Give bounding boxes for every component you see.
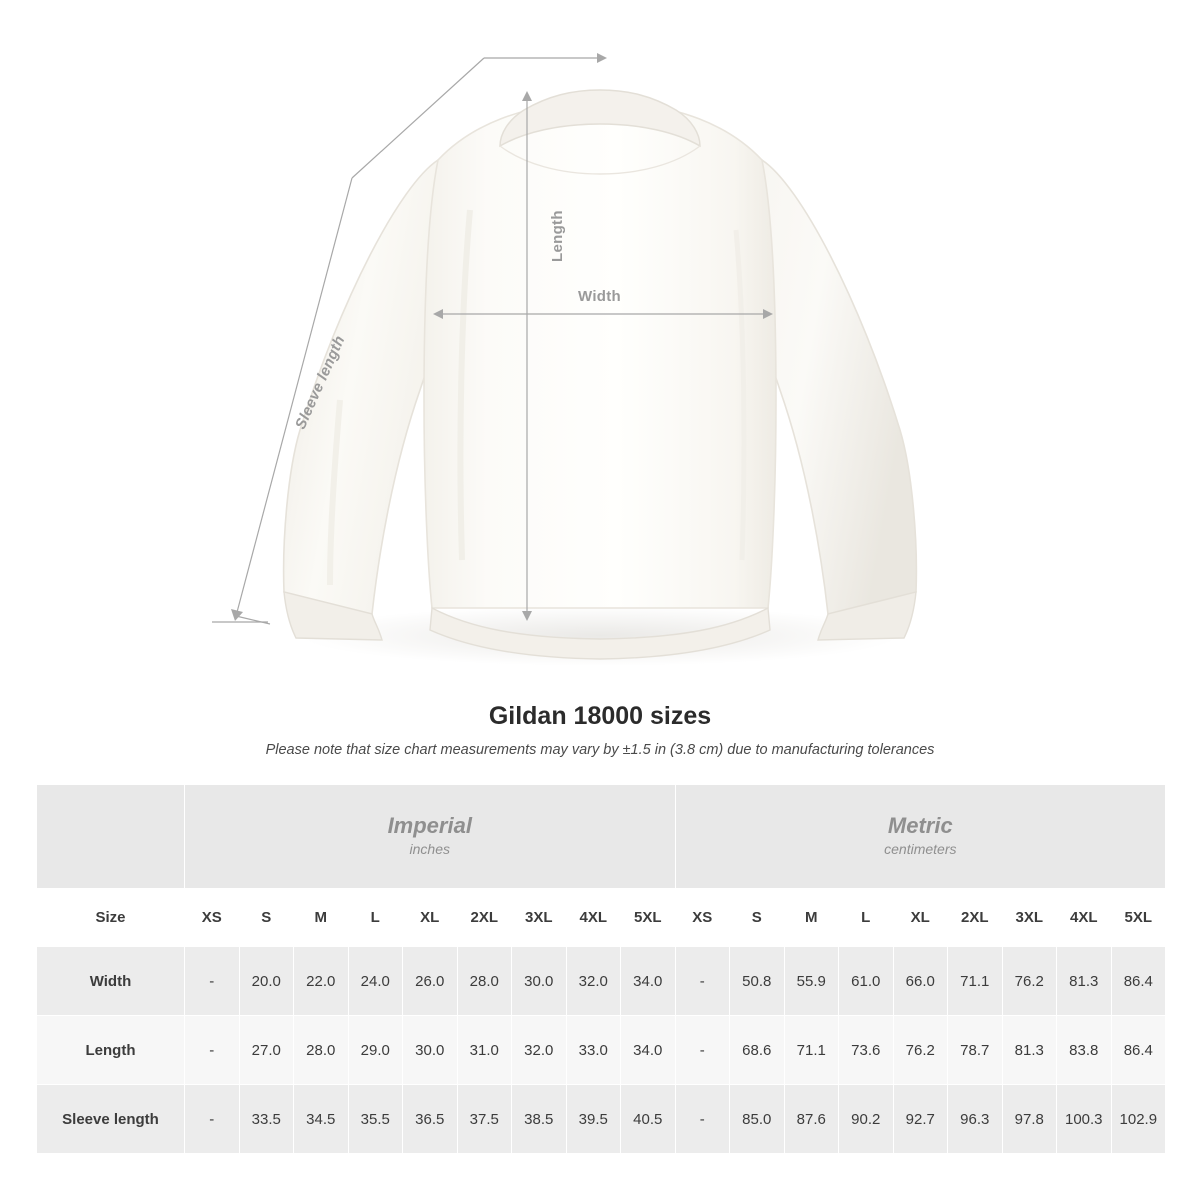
cell-length-imperial-xl: 30.0 xyxy=(403,1016,458,1085)
cell-sleeve-imperial-xs: - xyxy=(185,1085,240,1154)
col-header-metric-xs: XS xyxy=(675,889,730,947)
width-dimension-label: Width xyxy=(578,288,622,305)
cell-width-imperial-s: 20.0 xyxy=(239,947,294,1016)
col-header-imperial-l: L xyxy=(348,889,403,947)
cell-width-imperial-5xl: 34.0 xyxy=(621,947,676,1016)
col-header-imperial-4xl: 4XL xyxy=(566,889,621,947)
col-header-metric-2xl: 2XL xyxy=(948,889,1003,947)
cell-length-imperial-s: 27.0 xyxy=(239,1016,294,1085)
cell-length-metric-5xl: 86.4 xyxy=(1111,1016,1166,1085)
cell-length-imperial-3xl: 32.0 xyxy=(512,1016,567,1085)
cell-width-metric-m: 55.9 xyxy=(784,947,839,1016)
cell-width-imperial-3xl: 30.0 xyxy=(512,947,567,1016)
cell-sleeve-metric-l: 90.2 xyxy=(839,1085,894,1154)
col-header-metric-l: L xyxy=(839,889,894,947)
cell-sleeve-imperial-5xl: 40.5 xyxy=(621,1085,676,1154)
col-header-metric-s: S xyxy=(730,889,785,947)
sleeve-length-dimension-label: Sleeve length xyxy=(292,333,349,432)
page-title: Gildan 18000 sizes xyxy=(488,702,712,730)
cell-sleeve-metric-s: 85.0 xyxy=(730,1085,785,1154)
col-header-imperial-m: M xyxy=(294,889,349,947)
cell-sleeve-imperial-l: 35.5 xyxy=(348,1085,403,1154)
page-subtitle: Please note that size chart measurements may vary by ±1.5 in (3.8 cm) due to manufacturing tolerances xyxy=(265,742,935,758)
col-header-imperial-2xl: 2XL xyxy=(457,889,512,947)
imperial-unit-header xyxy=(185,785,676,889)
imperial-unit-name: Imperial xyxy=(387,812,472,838)
units-header-row xyxy=(37,785,1166,889)
table-corner-blank xyxy=(37,785,185,889)
cell-length-metric-xl: 76.2 xyxy=(893,1016,948,1085)
cell-sleeve-imperial-xl: 36.5 xyxy=(403,1085,458,1154)
cell-sleeve-metric-xs: - xyxy=(675,1085,730,1154)
col-header-imperial-xs: XS xyxy=(185,889,240,947)
cell-width-imperial-4xl: 32.0 xyxy=(566,947,621,1016)
table-row xyxy=(37,947,1166,1016)
metric-unit-name: Metric xyxy=(887,812,953,838)
col-header-imperial-s: S xyxy=(239,889,294,947)
col-header-metric-m: M xyxy=(784,889,839,947)
row-label-length: Length xyxy=(37,1016,185,1085)
row-label-sleeve-length: Sleeve length xyxy=(37,1085,185,1154)
table-row xyxy=(37,1085,1166,1154)
metric-unit-header xyxy=(675,785,1166,889)
col-header-imperial-3xl: 3XL xyxy=(512,889,567,947)
cell-length-imperial-5xl: 34.0 xyxy=(621,1016,676,1085)
cell-sleeve-imperial-s: 33.5 xyxy=(239,1085,294,1154)
cell-sleeve-metric-5xl: 102.9 xyxy=(1111,1085,1166,1154)
cell-width-metric-2xl: 71.1 xyxy=(948,947,1003,1016)
cell-sleeve-metric-xl: 92.7 xyxy=(893,1085,948,1154)
cell-width-metric-s: 50.8 xyxy=(730,947,785,1016)
cell-sleeve-metric-4xl: 100.3 xyxy=(1057,1085,1112,1154)
cell-length-metric-3xl: 81.3 xyxy=(1002,1016,1057,1085)
cell-sleeve-metric-2xl: 96.3 xyxy=(948,1085,1003,1154)
col-header-metric-5xl: 5XL xyxy=(1111,889,1166,947)
size-chart-table xyxy=(36,784,1166,1154)
cell-width-metric-5xl: 86.4 xyxy=(1111,947,1166,1016)
cell-sleeve-metric-m: 87.6 xyxy=(784,1085,839,1154)
cell-sleeve-imperial-m: 34.5 xyxy=(294,1085,349,1154)
size-header-label: Size xyxy=(37,889,185,947)
col-header-imperial-5xl: 5XL xyxy=(621,889,676,947)
cell-width-metric-4xl: 81.3 xyxy=(1057,947,1112,1016)
col-header-metric-3xl: 3XL xyxy=(1002,889,1057,947)
cell-width-imperial-l: 24.0 xyxy=(348,947,403,1016)
cell-width-metric-xl: 66.0 xyxy=(893,947,948,1016)
col-header-metric-xl: XL xyxy=(893,889,948,947)
cell-width-imperial-xs: - xyxy=(185,947,240,1016)
cell-width-metric-l: 61.0 xyxy=(839,947,894,1016)
cell-length-imperial-4xl: 33.0 xyxy=(566,1016,621,1085)
col-header-metric-4xl: 4XL xyxy=(1057,889,1112,947)
cell-width-imperial-xl: 26.0 xyxy=(403,947,458,1016)
cell-length-metric-l: 73.6 xyxy=(839,1016,894,1085)
table-row xyxy=(37,1016,1166,1085)
cell-length-imperial-xs: - xyxy=(185,1016,240,1085)
imperial-unit-sub: inches xyxy=(409,840,450,857)
cell-sleeve-metric-3xl: 97.8 xyxy=(1002,1085,1057,1154)
size-header-row xyxy=(37,889,1166,947)
cell-width-metric-xs: - xyxy=(675,947,730,1016)
cell-length-metric-xs: - xyxy=(675,1016,730,1085)
cell-length-metric-4xl: 83.8 xyxy=(1057,1016,1112,1085)
size-table-wrapper xyxy=(36,784,1164,1154)
cell-length-metric-m: 71.1 xyxy=(784,1016,839,1085)
cell-width-imperial-m: 22.0 xyxy=(294,947,349,1016)
metric-unit-sub: centimeters xyxy=(884,840,957,857)
length-dimension-label: Length xyxy=(549,210,566,262)
cell-length-imperial-l: 29.0 xyxy=(348,1016,403,1085)
cell-sleeve-imperial-2xl: 37.5 xyxy=(457,1085,512,1154)
cell-width-imperial-2xl: 28.0 xyxy=(457,947,512,1016)
cell-length-metric-s: 68.6 xyxy=(730,1016,785,1085)
col-header-imperial-xl: XL xyxy=(403,889,458,947)
row-label-width: Width xyxy=(37,947,185,1016)
cell-length-imperial-2xl: 31.0 xyxy=(457,1016,512,1085)
cell-width-metric-3xl: 76.2 xyxy=(1002,947,1057,1016)
cell-length-metric-2xl: 78.7 xyxy=(948,1016,1003,1085)
cell-sleeve-imperial-4xl: 39.5 xyxy=(566,1085,621,1154)
cell-sleeve-imperial-3xl: 38.5 xyxy=(512,1085,567,1154)
cell-length-imperial-m: 28.0 xyxy=(294,1016,349,1085)
